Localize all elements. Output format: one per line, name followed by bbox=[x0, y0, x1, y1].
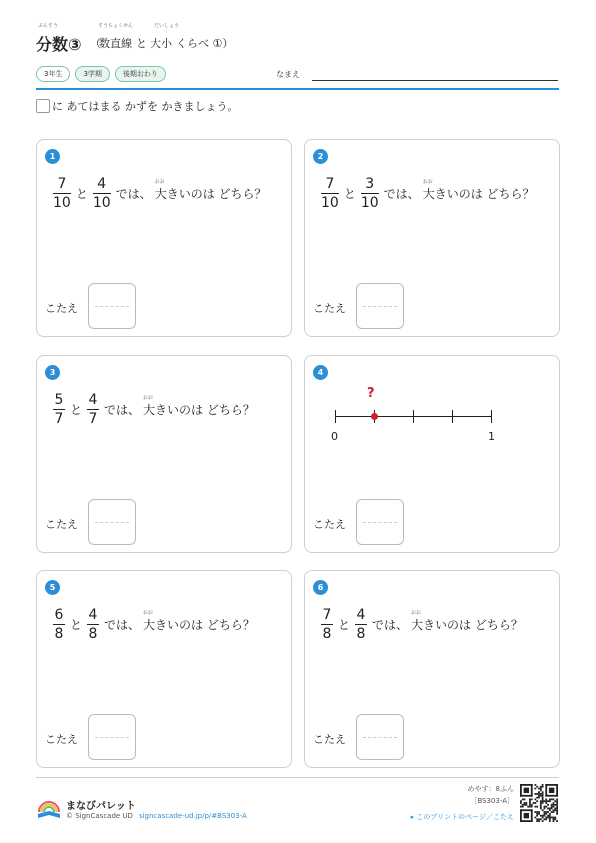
denominator: 10 bbox=[53, 194, 71, 211]
copyright bbox=[66, 812, 247, 820]
answer-label: こたえ bbox=[45, 518, 78, 531]
big-kanji: 大 bbox=[422, 186, 435, 201]
page-title: 分数③ bbox=[36, 35, 82, 54]
subtitle-word1-ruby: すうちょくせん bbox=[98, 23, 134, 29]
instruction-text: に あてはまる かずを かきましょう。 bbox=[52, 100, 239, 113]
title-subtitle-open: （ bbox=[90, 37, 101, 50]
answer-box[interactable] bbox=[88, 283, 136, 329]
denominator: 8 bbox=[88, 625, 98, 642]
problem-question bbox=[319, 605, 526, 643]
numerator: 4 bbox=[356, 606, 366, 623]
number-line bbox=[335, 410, 491, 424]
numerator: 4 bbox=[88, 391, 98, 408]
denominator: 7 bbox=[88, 410, 98, 427]
question-dewa: では、 bbox=[104, 402, 141, 417]
subtitle-word1: 数直線 bbox=[99, 37, 132, 50]
problem-card-1 bbox=[36, 139, 292, 337]
answer-box-sample bbox=[36, 99, 50, 113]
problem-card-5 bbox=[36, 570, 292, 768]
name-label: なまえ bbox=[276, 70, 300, 79]
problem-number: 6 bbox=[313, 580, 328, 595]
number-line-tick bbox=[413, 410, 414, 423]
instruction bbox=[36, 98, 239, 114]
question-big bbox=[154, 178, 167, 202]
answer-label: こたえ bbox=[313, 518, 346, 531]
question-to: と bbox=[343, 186, 356, 201]
problem-number: 1 bbox=[45, 149, 60, 164]
numerator: 5 bbox=[54, 391, 64, 408]
fraction-a bbox=[321, 176, 339, 211]
grade-tags bbox=[36, 66, 166, 82]
problem-question bbox=[51, 174, 270, 212]
number-line-tick bbox=[452, 410, 453, 423]
fraction-b bbox=[87, 607, 99, 642]
rainbow-book-logo-icon bbox=[36, 794, 62, 820]
problem-card-2 bbox=[304, 139, 560, 337]
problem-question bbox=[319, 174, 538, 212]
tag-period: 後期おわり bbox=[115, 66, 166, 82]
answer-box[interactable] bbox=[88, 499, 136, 545]
problem-card-4 bbox=[304, 355, 560, 553]
big-ruby: おお bbox=[411, 609, 422, 616]
question-rest: きいのは どちら？ bbox=[423, 617, 523, 632]
denominator: 10 bbox=[321, 194, 339, 211]
fraction-a bbox=[53, 607, 65, 642]
question-rest: きいのは どちら？ bbox=[155, 617, 255, 632]
question-rest: きいのは どちら？ bbox=[155, 402, 255, 417]
worksheet-code: ［BS303-A］ bbox=[470, 797, 514, 805]
question-rest: きいのは どちら？ bbox=[166, 186, 267, 201]
big-kanji: 大 bbox=[154, 186, 167, 201]
denominator: 10 bbox=[360, 194, 379, 211]
denominator: 10 bbox=[92, 194, 111, 211]
subtitle-word2-ruby: だいしょう bbox=[154, 23, 180, 29]
answer-box[interactable] bbox=[356, 283, 404, 329]
numerator: 6 bbox=[54, 606, 64, 623]
big-ruby: おお bbox=[154, 178, 165, 185]
numerator: 7 bbox=[322, 606, 332, 623]
denominator: 8 bbox=[54, 625, 64, 642]
problem-card-3 bbox=[36, 355, 292, 553]
big-kanji: 大 bbox=[143, 617, 156, 632]
problem-number: 3 bbox=[45, 365, 60, 380]
fraction-b bbox=[355, 607, 367, 642]
brand-name: まなびパレット bbox=[66, 801, 136, 812]
copyright-text: © SignCascade UD bbox=[66, 812, 133, 820]
question-dewa: では、 bbox=[372, 617, 409, 632]
big-ruby: おお bbox=[143, 394, 154, 401]
subtitle-word2: 大小 bbox=[150, 37, 172, 50]
answer-label: こたえ bbox=[45, 733, 78, 746]
denominator: 8 bbox=[356, 625, 366, 642]
big-ruby: おお bbox=[143, 609, 154, 616]
big-ruby: おお bbox=[422, 178, 433, 185]
footer-divider bbox=[36, 777, 559, 778]
question-to: と bbox=[75, 186, 88, 201]
question-big bbox=[422, 178, 435, 202]
big-kanji: 大 bbox=[411, 617, 424, 632]
time-estimate: めやす：8ふん bbox=[467, 785, 514, 793]
fraction-a bbox=[321, 607, 333, 642]
worksheet-header bbox=[36, 22, 560, 52]
answer-label: こたえ bbox=[45, 302, 78, 315]
answer-box[interactable] bbox=[356, 714, 404, 760]
question-big bbox=[143, 394, 156, 418]
number-line-end-label: 1 bbox=[488, 430, 495, 443]
qr-code-icon[interactable] bbox=[520, 784, 558, 822]
answer-label: こたえ bbox=[313, 302, 346, 315]
answer-box[interactable] bbox=[88, 714, 136, 760]
problem-number: 4 bbox=[313, 365, 328, 380]
problem-number: 5 bbox=[45, 580, 60, 595]
fraction-a bbox=[53, 176, 71, 211]
fraction-a bbox=[53, 392, 65, 427]
problem-question bbox=[51, 390, 258, 428]
header-divider bbox=[36, 88, 559, 90]
subtitle-rest: くらべ ①） bbox=[176, 37, 234, 50]
numerator: 3 bbox=[365, 175, 375, 192]
worksheet-url-link[interactable]: signcascade-ud.jp/p/#BS303-A bbox=[138, 812, 247, 820]
question-to: と bbox=[70, 402, 83, 417]
numerator: 7 bbox=[57, 175, 67, 192]
numerator: 7 bbox=[325, 175, 335, 192]
question-rest: きいのは どちら？ bbox=[434, 186, 535, 201]
question-to: と bbox=[70, 617, 83, 632]
question-dewa: では、 bbox=[104, 617, 141, 632]
answer-label: こたえ bbox=[313, 733, 346, 746]
numerator: 4 bbox=[97, 175, 107, 192]
number-line-tick bbox=[335, 410, 336, 423]
question-to: と bbox=[338, 617, 351, 632]
number-line-question-mark: ? bbox=[367, 386, 375, 401]
question-big bbox=[143, 609, 156, 633]
denominator: 8 bbox=[322, 625, 332, 642]
numerator: 4 bbox=[88, 606, 98, 623]
problem-card-6 bbox=[304, 570, 560, 768]
problem-question bbox=[51, 605, 258, 643]
name-line[interactable] bbox=[312, 80, 558, 81]
number-line-start-label: 0 bbox=[331, 430, 338, 443]
answer-page-link[interactable]: ▸ このプリントのページ／こたえ bbox=[410, 813, 514, 821]
fraction-b bbox=[93, 176, 111, 211]
big-kanji: 大 bbox=[143, 402, 156, 417]
fraction-b bbox=[361, 176, 379, 211]
question-dewa: では、 bbox=[383, 186, 420, 201]
number-line-marked-point bbox=[371, 413, 378, 420]
answer-box[interactable] bbox=[356, 499, 404, 545]
denominator: 7 bbox=[54, 410, 64, 427]
problem-number: 2 bbox=[313, 149, 328, 164]
title-ruby: ぶんすう bbox=[38, 23, 59, 29]
question-dewa: では、 bbox=[115, 186, 152, 201]
subtitle-to: と bbox=[136, 37, 147, 50]
number-line-tick bbox=[491, 410, 492, 423]
fraction-b bbox=[87, 392, 99, 427]
tag-term: 3学期 bbox=[75, 66, 109, 82]
question-big bbox=[411, 609, 424, 633]
tag-grade: 3年生 bbox=[36, 66, 70, 82]
